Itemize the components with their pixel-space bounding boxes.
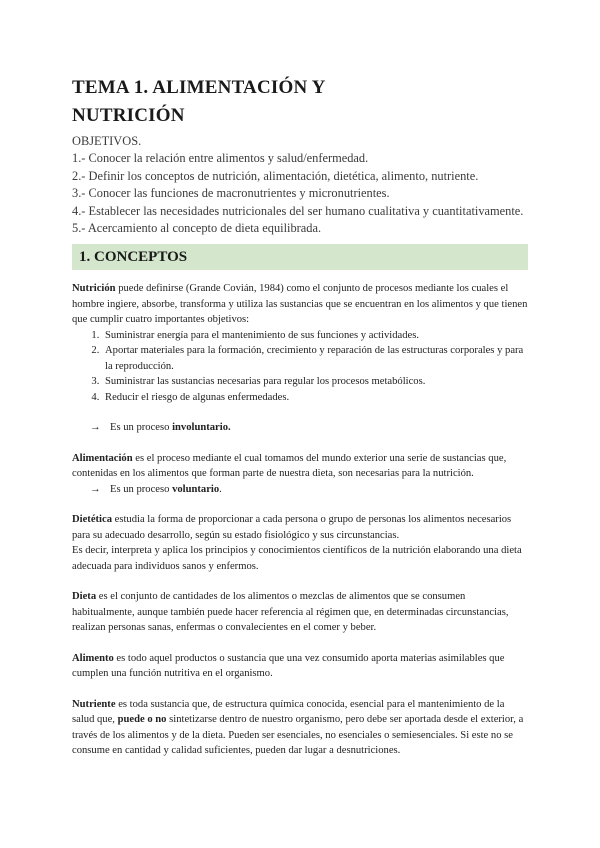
term-alimento: Alimento [72, 652, 114, 664]
note-bold: voluntario [172, 483, 220, 495]
objective-item: 3.- Conocer las funciones de macronutrientes y micronutrientes. [72, 186, 390, 201]
arrow-right-icon: → [90, 422, 101, 433]
objective-item: 1.- Conocer la relación entre alimentos y salud/enfermedad. [72, 151, 369, 166]
list-item: 2. Aportar materiales para la formación, crecimiento y reparación de las estructuras corporales y para la reproducción. [102, 343, 528, 374]
alimentacion-paragraph [72, 451, 528, 482]
term-alimentacion: Alimentación [72, 452, 133, 464]
dietetica-extra: Es decir, interpreta y aplica los principios y conocimientos científicos de la nutrición elaborando una dieta adecuada para individuos sanos y enfermos. [72, 545, 522, 572]
note-prefix: Es un proceso [110, 483, 173, 495]
note-prefix: Es un proceso [110, 422, 173, 433]
list-item: 1. Suministrar energía para el mantenimiento de sus funciones y actividades. [102, 328, 528, 344]
objectives-heading: OBJETIVOS. [72, 134, 142, 148]
term-nutricion: Nutrición [72, 283, 116, 294]
dieta-paragraph [72, 589, 528, 636]
title-line-2: NUTRICIÓN [72, 105, 185, 126]
nutriente-definition-b: sintetizarse dentro de nuestro organismo, pero debe ser aportada desde el exterior, a través de los alimentos y de la dieta. Pueden ser esenciales, no esenciales o semiesenciales. Si este no se consume en cantidad y calidad suficientes, pueden dar lugar a desnutriciones. [72, 714, 524, 756]
note-suffix: . [219, 483, 222, 495]
term-nutriente: Nutriente [72, 698, 116, 710]
page-title [72, 74, 532, 130]
alimentacion-definition: es el proceso mediante el cual tomamos del mundo exterior una serie de sustancias que, contenidas en los alimentos que forman parte de nuestra dieta, son necesarias para la nutrición. [72, 452, 507, 479]
objective-item: 2.- Definir los conceptos de nutrición, alimentación, dietética, alimento, nutriente. [72, 168, 479, 183]
alimento-definition: es todo aquel productos o sustancia que una vez consumido aporta materias asimilables que cumplen una función nutritiva en el organismo. [72, 652, 505, 679]
nutricion-note [72, 420, 528, 436]
title-line-1: TEMA 1. ALIMENTACIÓN Y [72, 77, 326, 98]
nutriente-paragraph [72, 697, 528, 759]
list-item: 3. Suministrar las sustancias necesarias para regular los procesos metabólicos. [102, 374, 528, 390]
list-item: 4. Reducir el riesgo de algunas enfermedades. [102, 390, 528, 406]
dietetica-paragraph [72, 512, 528, 543]
objective-item: 4.- Establecer las necesidades nutricionales del ser humano cualitativa y cuantitativamente. [72, 203, 524, 218]
dietetica-definition: estudia la forma de proporcionar a cada persona o grupo de personas los alimentos necesarios para su adecuado desarrollo, según su estado fisiológico y sus circunstancias. [72, 514, 512, 541]
objectives-block [72, 133, 542, 237]
term-dieta: Dieta [72, 591, 97, 602]
section-header-bar [72, 244, 528, 270]
nutricion-definition: puede definirse (Grande Covián, 1984) como el conjunto de procesos mediante los cuales el hombre ingiere, absorbe, transforma y utiliza las sustancias que se encuentran en los alimentos y que tienen que cumplir cuatro importantes objetivos: [72, 283, 528, 325]
dieta-definition: es el conjunto de cantidades de los alimentos o mezclas de alimentos que se consumen habitualmente, aunque también puede hacer referencia al régimen que, en determinadas circunstancias, realizan personas sanas, enfermas o convalecientes en el comer y beber. [72, 591, 509, 633]
section-body [72, 281, 528, 759]
alimento-paragraph [72, 651, 528, 682]
nutricion-objectives-list [72, 328, 528, 406]
nutriente-bold: puede o no [117, 714, 167, 725]
arrow-right-icon: → [90, 483, 101, 495]
note-bold: involuntario. [172, 422, 231, 433]
nutricion-paragraph [72, 281, 528, 328]
alimentacion-note [72, 482, 528, 498]
section-title: 1. CONCEPTOS [79, 249, 188, 265]
term-dietetica: Dietética [72, 514, 112, 525]
objective-item: 5.- Acercamiento al concepto de dieta equilibrada. [72, 221, 322, 236]
nutriente-definition-a: es toda sustancia que, de estructura química conocida, esencial para el mantenimiento de la salud que, [72, 698, 505, 725]
